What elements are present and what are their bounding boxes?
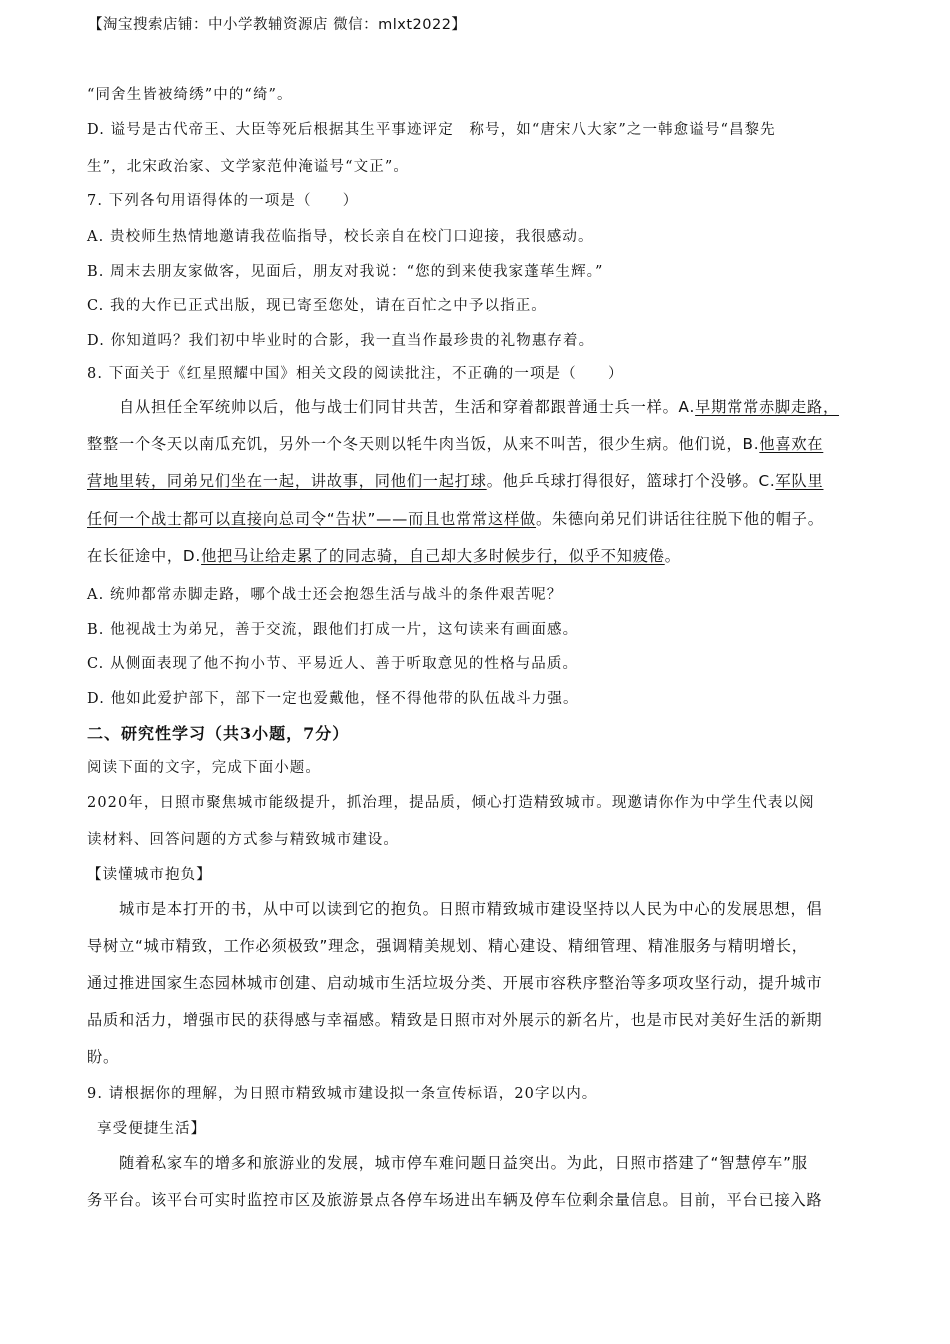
passage-line: 整整一个冬天以南瓜充饥，另外一个冬天则以牦牛肉当饭，从来不叫苦，很少生病。他们说，B.他喜欢在 [87, 435, 824, 453]
page-header: 【淘宝搜索店铺：中小学教辅资源店 微信：mlxt2022】 [88, 17, 467, 33]
question-8: 8. 下面关于《红星照耀中国》相关文段的阅读批注，不正确的一项是（ ） [87, 366, 624, 382]
subsection-title: 享受便捷生活】 [97, 1121, 207, 1137]
intro-line: 2020年，日照市聚焦城市能级提升，抓治理，提品质，倾心打造精致城市。现邀请你作为中学生代表以阅 [87, 795, 815, 811]
city-passage-line: 城市是本打开的书，从中可以读到它的抱负。日照市精致城市建设坚持以人民为中心的发展思想，倡 [119, 900, 823, 918]
option-d: D. 谥号是古代帝王、大臣等死后根据其生平事迹评定 称号，如“唐宋八大家”之一韩愈谥号“昌黎先 [87, 122, 776, 138]
q7-option-b: B. 周末去朋友家做客，见面后，朋友对我说：“您的到来使我家蓬荜生辉。” [87, 264, 604, 280]
parking-passage-line: 随着私家车的增多和旅游业的发展，城市停车难问题日益突出。为此，日照市搭建了“智慧停车”服 [119, 1154, 808, 1172]
q8-option-b: B. 他视战士为弟兄，善于交流，跟他们打成一片，这句读来有画面感。 [87, 622, 579, 638]
passage-line: 在长征途中，D.他把马让给走累了的同志骑，自己却大多时候步行，似乎不知疲倦。 [87, 547, 681, 565]
text-line: 生”，北宋政治家、文学家范仲淹谥号“文正”。 [87, 159, 409, 175]
intro-line: 读材料、回答问题的方式参与精致城市建设。 [87, 832, 399, 848]
parking-passage-line: 务平台。该平台可实时监控市区及旅游景点各停车场进出车辆及停车位剩余量信息。目前，平台已接入路 [87, 1191, 823, 1209]
text-line: “同舍生皆被绮绣”中的“绮”。 [87, 87, 293, 103]
section-2-title: 二、研究性学习（共3小题，7分） [87, 724, 350, 743]
q8-option-c: C. 从侧面表现了他不拘小节、平易近人、善于听取意见的性格与品质。 [87, 656, 579, 672]
passage-line: 自从担任全军统帅以后，他与战士们同甘共苦，生活和穿着都跟普通士兵一样。A.早期常常赤脚走路， [119, 398, 840, 416]
q7-option-d: D. 你知道吗？我们初中毕业时的合影，我一直当作最珍贵的礼物惠存着。 [87, 333, 595, 349]
q7-option-a: A. 贵校师生热情地邀请我莅临指导，校长亲自在校门口迎接，我很感动。 [87, 229, 594, 245]
passage-line: 任何一个战士都可以直接向总司令“告状”——而且也常常这样做。朱德向弟兄们讲话往往脱下他的帽子。 [87, 510, 824, 528]
instruction: 阅读下面的文字，完成下面小题。 [87, 760, 321, 776]
city-passage-line: 盼。 [87, 1048, 119, 1066]
question-9: 9. 请根据你的理解，为日照市精致城市建设拟一条宣传标语，20字以内。 [87, 1086, 598, 1102]
q8-option-d: D. 他如此爱护部下，部下一定也爱戴他，怪不得他带的队伍战斗力强。 [87, 691, 579, 707]
city-passage-line: 通过推进国家生态园林城市创建、启动城市生活垃圾分类、开展市容秩序整治等多项攻坚行动，提升城市 [87, 974, 823, 992]
city-passage-line: 品质和活力，增强市民的获得感与幸福感。精致是日照市对外展示的新名片，也是市民对美好生活的新期 [87, 1011, 823, 1029]
question-7: 7. 下列各句用语得体的一项是（ ） [87, 193, 359, 209]
passage-line: 营地里转，同弟兄们坐在一起，讲故事，同他们一起打球。他乒乓球打得很好，篮球打个没够。C.军队里 [87, 472, 824, 490]
city-passage-line: 导树立“城市精致，工作必须极致”理念，强调精美规划、精心建设、精细管理、精准服务与精明增长， [87, 937, 808, 955]
q7-option-c: C. 我的大作已正式出版，现已寄至您处，请在百忙之中予以指正。 [87, 298, 547, 314]
q8-option-a: A. 统帅都常赤脚走路，哪个战士还会抱怨生活与战斗的条件艰苦呢？ [87, 587, 563, 603]
subsection-title: 【读懂城市抱负】 [87, 867, 212, 883]
